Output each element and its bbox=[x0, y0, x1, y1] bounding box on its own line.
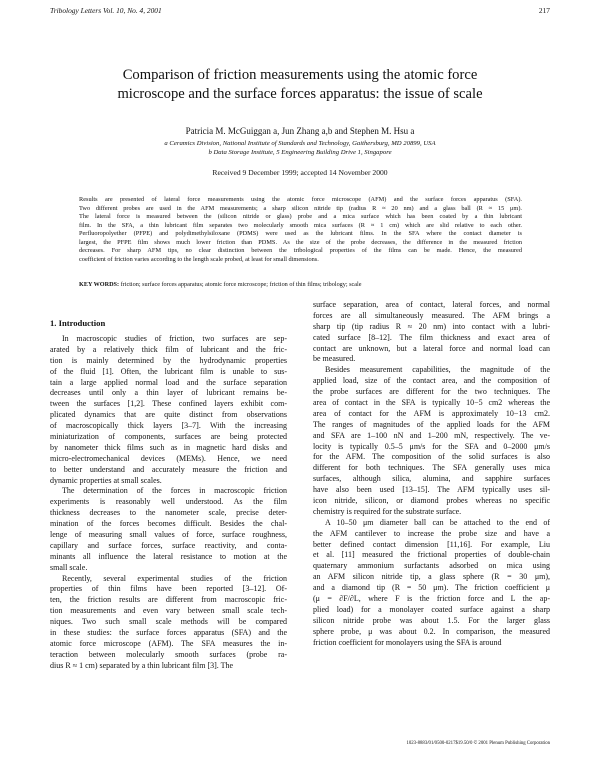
text-line: A 10–50 μm diameter ball can be attached to the end of bbox=[325, 517, 550, 527]
text-line: area of contact in the SFA is typically 10−5 cm2 whereas the bbox=[313, 398, 550, 408]
affiliation-a: a Ceramics Division, National Institute of Standards and Technology, Gaithersburg, MD 20899, USA bbox=[164, 140, 436, 147]
text-line: sharp tip (tip radius R ≈ 20 nm) into contact with a lubri- bbox=[313, 321, 550, 331]
page-number: 217 bbox=[538, 6, 550, 15]
text-line: applied load, size of the contact area, and the composition of bbox=[313, 376, 550, 386]
journal-citation: Tribology Letters Vol. 10, No. 4, 2001 bbox=[50, 6, 162, 15]
text-line: friction coefficient for monolayers using the SFA is around bbox=[313, 637, 502, 647]
text-line: of macroscopically thick layers [3–7]. With the increasing bbox=[50, 421, 287, 431]
text-line: icon nitride, silicon, or diamond probes whereas no specific bbox=[313, 496, 550, 506]
title-line: microscope and the surface forces apparatus: the issue of scale bbox=[117, 86, 483, 102]
text-line: locity is typically 0.5–5 μm/s for the SFA and 0–2000 μm/s bbox=[313, 441, 550, 451]
title-line: Comparison of friction measurements using the atomic force bbox=[122, 67, 478, 83]
right-column bbox=[313, 300, 550, 649]
text-line: dius R ≈ 1 cm) separated by a thin lubricant film [3]. The bbox=[50, 660, 234, 670]
text-line: lenge of measuring small values of force, surface roughness, bbox=[50, 530, 287, 540]
text-line: (μ = ∂F/∂L, where F is the friction force and L the ap- bbox=[313, 594, 550, 604]
text-line: sphere probe, μ was about 0.2. In comparison, the measured bbox=[313, 626, 550, 636]
text-line: ten, the friction results are different from macroscopic fric- bbox=[50, 595, 287, 605]
abstract-line: Two different probes are used in the AFM measurements; a sharp silicon nitride tip (radius R ≈ 20 nm) and a glass ball (R ≈ 15 μm). bbox=[79, 204, 522, 212]
text-line: contact are unknown, but a lateral force and normal load can bbox=[313, 343, 550, 353]
text-line: miniaturization of components, surfaces are being protected bbox=[50, 432, 287, 442]
text-line: be measured. bbox=[313, 354, 356, 364]
abstract bbox=[79, 196, 522, 264]
text-line: the AFM cantilever to increase the probe size and have a bbox=[313, 528, 550, 538]
text-line: plicated dynamics that are quite distinct from observations bbox=[50, 410, 287, 420]
text-line: The determination of the forces in macroscopic friction bbox=[62, 486, 287, 496]
text-line: small scale. bbox=[50, 562, 88, 572]
text-line: plied load) for a monolayer coated surface against a sharp bbox=[313, 604, 550, 614]
text-line: In macroscopic studies of friction, two surfaces are sep- bbox=[62, 334, 287, 343]
abstract-line: The lateral force is measured between the (silicon nitride or glass) probe and a mica surface which has been coated by a thin lubricant bbox=[79, 213, 522, 220]
text-line: for the AFM. The composition of the solid surfaces is also bbox=[313, 452, 550, 462]
text-line: an AFM silicon nitride tip, a glass sphere (R = 30 μm), bbox=[313, 572, 550, 582]
text-line: properties of thin films have been reported [3–12]. Of- bbox=[50, 584, 287, 594]
text-line: in these studies: the surface forces apparatus (SFA) and the bbox=[50, 628, 287, 638]
text-line: tain a large applied normal load and the surface separation bbox=[50, 377, 287, 387]
text-line: surfaces, although silica, alumina, and sapphire surfaces bbox=[313, 474, 550, 484]
text-line: The ranges of magnitudes of the applied loads for the AFM bbox=[313, 419, 550, 429]
abstract-line: film. In the SFA, a thin lubricant film separates two molecularly smooth mica surfaces (R ≈ 1 cm) which are slid relative to each other. bbox=[79, 221, 522, 229]
text-line: and a diamond tip (R = 50 μm). The friction coefficient μ bbox=[313, 583, 550, 593]
text-line: tion is mainly determined by the hydrodynamic properties bbox=[50, 355, 287, 365]
keywords bbox=[79, 281, 522, 288]
text-line: arated by a relatively thick film of lubricant and the fric- bbox=[50, 344, 287, 354]
text-line: teraction between molecularly smooth surfaces (probe ra- bbox=[50, 649, 287, 659]
text-line: area of contact for the AFM is approximately 10−13 cm2. bbox=[313, 408, 550, 418]
text-line: forces are all simultaneously measured. The AFM brings a bbox=[313, 310, 550, 320]
text-line: the probe surfaces are different for the two techniques. The bbox=[313, 387, 550, 397]
abstract-line: largest, the PFPE film shows much lower friction than PDMS. As the size of the probe decreases, the difference in the measured friction bbox=[79, 238, 522, 246]
text-line: dynamic properties at small scales. bbox=[50, 475, 162, 485]
abstract-line: Results are presented of lateral force measurements using the atomic force microscope (AFM) and the surface forces apparatus (SFA). bbox=[79, 196, 522, 203]
text-line: experiments is reasonably well understood. As the film bbox=[50, 497, 287, 507]
text-line: tween the surfaces [1,2]. These confined layers exhibit com- bbox=[50, 399, 287, 409]
text-line: surface separation, area of contact, lateral forces, and normal bbox=[313, 300, 550, 309]
text-line: silicon nitride probe was about 1.5. For the larger glass bbox=[313, 615, 550, 625]
keywords-text: friction; surface forces apparatus; atomic force microscope; friction of thin films; tribology; scale bbox=[120, 281, 362, 288]
keywords-label: KEY WORDS: bbox=[79, 281, 120, 288]
text-line: have also been used [13–15]. The AFM typically uses sil- bbox=[313, 485, 550, 495]
text-line: quaternary ammonium surfactants adsorbed on mica using bbox=[313, 561, 550, 571]
text-line: chemistry is required for the substrate surface. bbox=[313, 506, 462, 516]
text-line: of the fluid [1]. Often, the lubricant film is unable to sus- bbox=[50, 366, 287, 376]
section-heading: 1. Introduction bbox=[50, 318, 106, 328]
copyright-footer: 1023-8883/01/0500-0217$19.50/0 © 2001 Plenum Publishing Corporation bbox=[406, 741, 550, 746]
paper-title bbox=[60, 66, 540, 104]
text-line: thickness decreases to the nanometer scale, precise deter- bbox=[50, 508, 287, 518]
affiliation-b: b Data Storage Institute, 5 Engineering Building Drive 1, Singapore bbox=[208, 149, 392, 156]
text-line: Besides measurement capabilities, the magnitude of the bbox=[325, 365, 550, 375]
author-list: Patricia M. McGuiggan a, Jun Zhang a,b and Stephen M. Hsu a bbox=[185, 126, 415, 136]
text-line: tion measurements and even vary between small scale tech- bbox=[50, 606, 287, 616]
text-line: decreases until only a thin layer of lubricant remains be- bbox=[50, 388, 287, 398]
abstract-line: coefficient of friction varies according to the length scale probed, at least for small dimensions. bbox=[79, 255, 319, 263]
text-line: and SFA are 1–100 nN and 1–200 mN, respectively. The ve- bbox=[313, 430, 550, 440]
text-line: niques. Two such small scale methods will be compared bbox=[50, 617, 287, 627]
text-line: capillary and surface forces, surface reactivity, and conta- bbox=[50, 540, 287, 550]
text-line: mination of the forces becomes difficult. Besides the chal- bbox=[50, 519, 287, 529]
text-line: micro-electromechanical devices (MEMs). Hence, we need bbox=[50, 453, 287, 463]
text-line: et al. [11] measured the frictional properties of double-chain bbox=[313, 550, 550, 560]
abstract-line: Perfluoropolyether (PFPE) and polydimethylsiloxane (PDMS) were used as the lubricant films. In the SFA where the contact diameter is bbox=[79, 230, 522, 237]
text-line: minants all influence the lateral resistance to motion at the bbox=[50, 551, 287, 561]
running-head bbox=[50, 6, 550, 18]
text-line: atomic force microscope (AFM). The SFA measures the in- bbox=[50, 638, 287, 648]
received-dates: Received 9 December 1999; accepted 14 November 2000 bbox=[212, 168, 388, 177]
text-line: Recently, several experimental studies of the friction bbox=[62, 573, 287, 583]
text-line: different for both techniques. The SFA generally uses mica bbox=[313, 463, 550, 473]
left-column bbox=[50, 334, 287, 672]
text-line: cated surface [8–12]. The film thickness and exact area of bbox=[313, 332, 550, 342]
abstract-line: decreases. For sharp AFM tips, no clear distinction between the tribological properties of the films can be made. Hence, the measured bbox=[79, 247, 522, 254]
text-line: by nanometer thick films such as in magnetic hard disks and bbox=[50, 442, 287, 452]
text-line: better defined contact dimension [11,16]. For example, Liu bbox=[313, 539, 550, 549]
text-line: to better understand and accurately measure the friction and bbox=[50, 464, 287, 474]
